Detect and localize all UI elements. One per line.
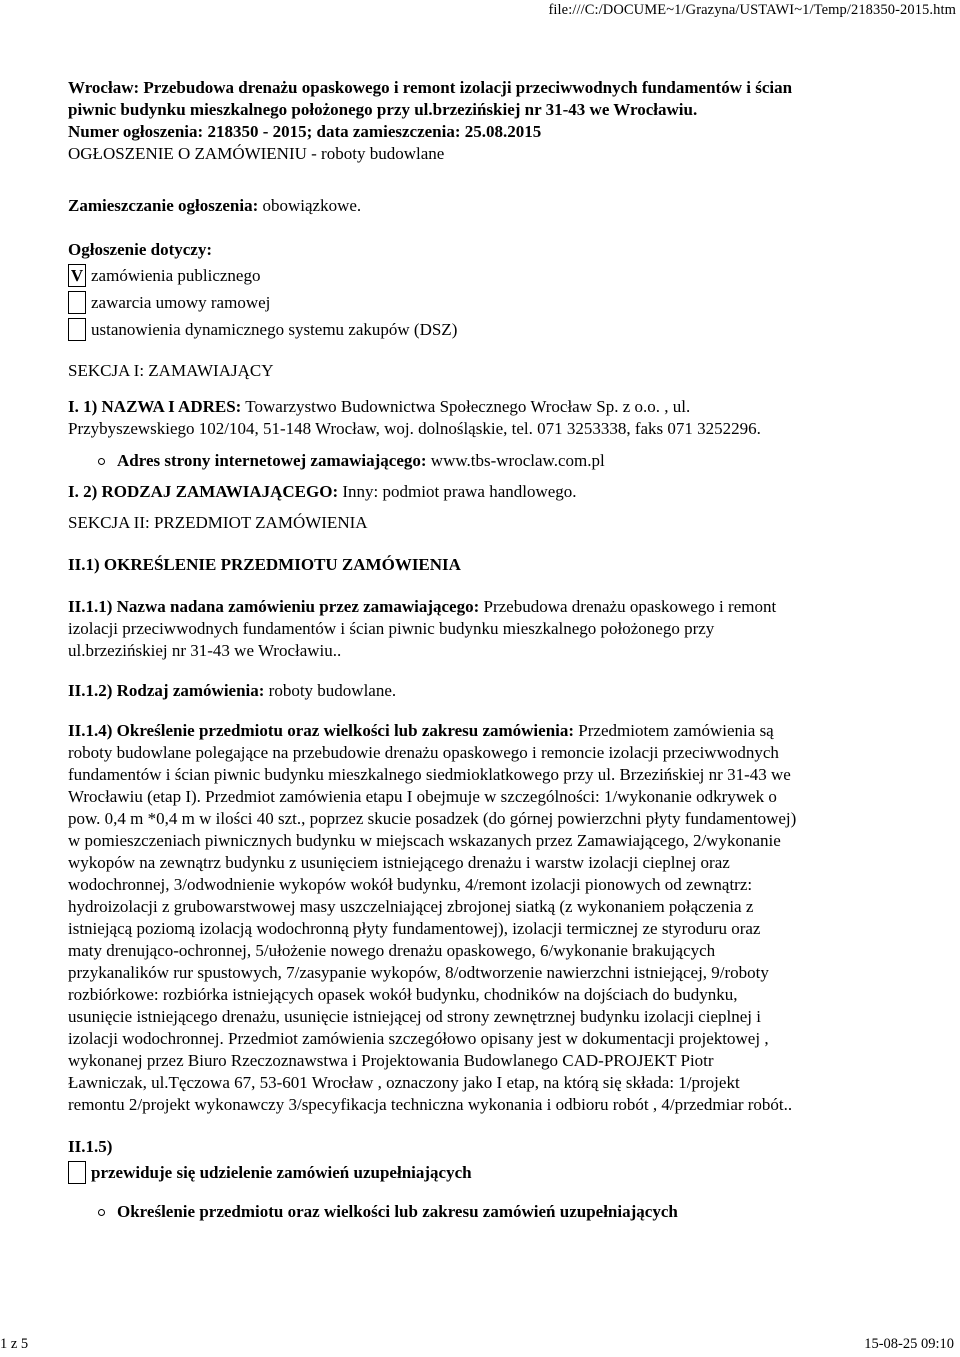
- item-114-line: wykonanej przez Biuro Rzeczoznawstwa i Projektowania Budowlanego CAD-PROJEKT Piotr: [68, 1051, 714, 1070]
- item-114-line: usunięcie istniejącego drenażu, usunięcie istniejącej od strony zewnętrznej budynku izolacji cieplnej i: [68, 1007, 761, 1026]
- authority-type: [68, 481, 888, 503]
- website-row: [98, 450, 888, 472]
- option-label: przewiduje się udzielenie zamówień uzupełniających: [91, 1162, 472, 1182]
- item-114-line: pow. 0,4 m *0,4 m w ilości 40 szt., poprzez skucie posadzek (do górnej powierzchni płyty fundamentowej): [68, 809, 797, 828]
- concerns-option-dsz[interactable]: [68, 317, 888, 342]
- section2-heading: SEKCJA II: PRZEDMIOT ZAMÓWIENIA: [68, 513, 368, 532]
- authority-type-value: Inny: podmiot prawa handlowego.: [342, 482, 577, 501]
- item-114-line: wodochronnej, 3/odwodnienie wykopów wokół budynku, 4/remont izolacji pionowych od zewnątrz:: [68, 875, 753, 894]
- item-115-option[interactable]: [68, 1160, 888, 1185]
- checkbox-empty[interactable]: [68, 1161, 86, 1184]
- notice-subtitle: OGŁOSZENIE O ZAMÓWIENIU - roboty budowlane: [68, 144, 445, 163]
- item-114-line: fundamentów i ścian piwnic budynku mieszkalnego siedmioklatkowego przy ul. Brzezińskiej nr 31-43 we: [68, 765, 791, 784]
- item-112-label: II.1.2) Rodzaj zamówienia:: [68, 681, 265, 700]
- notice-title-line1: Wrocław: Przebudowa drenażu opaskowego i remont izolacji przeciwwodnych fundamentów i ścian: [68, 78, 793, 97]
- section1-heading: SEKCJA I: ZAMAWIAJĄCY: [68, 361, 274, 380]
- item-111: II.1.1) Nazwa nadana zamówieniu przez zamawiającego: Przebudowa drenażu opaskowego i remont: [68, 597, 777, 616]
- item-114-line: hydroizolacji z grubowarstwowej masy uszczelniającej zbrojonej siatką (z wykonaniem połączenia z: [68, 897, 754, 916]
- option-label: zawarcia umowy ramowej: [91, 292, 271, 312]
- bullet-icon: [98, 458, 105, 465]
- print-datetime: 15-08-25 09:10: [864, 1336, 954, 1352]
- concerns-label: Ogłoszenie dotyczy:: [68, 240, 212, 259]
- bullet-icon: [98, 1209, 105, 1216]
- item-114-line: wykopów na zewnątrz budynku z usunięciem istniejącego drenażu i warstw izolacji cieplnej oraz: [68, 853, 730, 872]
- item-111-label: II.1.1) Nazwa nadana zamówieniu przez zamawiającego:: [68, 597, 480, 616]
- checkbox-empty[interactable]: [68, 291, 86, 314]
- contracting-authority-name: [68, 396, 888, 418]
- option-label: ustanowienia dynamicznego systemu zakupów (DSZ): [91, 319, 458, 339]
- name-value: Towarzystwo Budownictwa Społecznego Wrocław Sp. z o.o. , ul.: [245, 397, 691, 416]
- item-114-line: remontu 2/projekt wykonawczy 3/specyfikacja techniczna wykonania i odbioru robót , 4/przedmiar robót..: [68, 1095, 793, 1114]
- page-number: 1 z 5: [0, 1336, 29, 1352]
- contracting-authority-address: Przybyszewskiego 102/104, 51-148 Wrocław, woj. dolnośląskie, tel. 071 3253338, faks 071 3252296.: [68, 419, 761, 438]
- website-label: Adres strony internetowej zamawiającego:: [117, 451, 427, 470]
- publication-line: [68, 195, 888, 217]
- item-114-line: maty drenująco-ochronnej, 5/ułożenie nowego drenażu opaskowego, 6/wykonanie brakujących: [68, 941, 716, 960]
- item-114: II.1.4) Określenie przedmiotu oraz wielkości lub zakresu zamówienia: Przedmiotem zamówienia są: [68, 721, 774, 740]
- checkbox-checked[interactable]: V: [68, 264, 86, 287]
- item-114-line: Ławniczak, ul.Tęczowa 67, 53-601 Wrocław , oznaczony jako I etap, na którą się składa: 1/projekt: [68, 1073, 740, 1092]
- item-114-label: II.1.4) Określenie przedmiotu oraz wielkości lub zakresu zamówienia:: [68, 721, 575, 740]
- concerns-option-framework[interactable]: [68, 290, 888, 315]
- item-114-line: izolacji wodochronnej. Przedmiot zamówienia szczegółowo opisany jest w dokumentacji projektowej ,: [68, 1029, 769, 1048]
- item-111-line2: izolacji przeciwwodnych fundamentów i ścian piwnic budynku mieszkalnego położonego przy: [68, 619, 715, 638]
- notice-title-line2: piwnic budynku mieszkalnego położonego przy ul.brzezińskiej nr 31-43 we Wrocławiu.: [68, 100, 698, 119]
- item-112-value: roboty budowlane.: [268, 681, 397, 700]
- item-114-line: istniejącą poziomą izolacją wodochronną płyty fundamentowej), izolacji termicznej ze styroduru oraz: [68, 919, 761, 938]
- website-value[interactable]: www.tbs-wroclaw.com.pl: [430, 451, 605, 470]
- checkbox-empty[interactable]: [68, 318, 86, 341]
- item-114-line: roboty budowlane polegające na przebudowie drenażu opaskowego i remoncie izolacji przeciwwodnych: [68, 743, 779, 762]
- option-label: zamówienia publicznego: [91, 265, 261, 285]
- item-114-line: w pomieszczeniach piwnicznych budynku w miejscach wskazanych przez Zamawiającego, 2/wykonanie: [68, 831, 781, 850]
- item-114-line: przykanalików rur spustowych, 7/zasypanie wykopów, 8/odtworzenie nawierzchni istniejącej, 9/roboty: [68, 963, 769, 982]
- supplementary-scope-label: Określenie przedmiotu oraz wielkości lub zakresu zamówień uzupełniających: [117, 1202, 678, 1221]
- notice-number: Numer ogłoszenia: 218350 - 2015; data zamieszczenia: 25.08.2015: [68, 122, 542, 141]
- item-111-line3: ul.brzezińskiej nr 31-43 we Wrocławiu..: [68, 641, 342, 660]
- name-label: I. 1) NAZWA I ADRES:: [68, 397, 242, 416]
- concerns-option-public[interactable]: [68, 263, 888, 288]
- section2-subheading: II.1) OKREŚLENIE PRZEDMIOTU ZAMÓWIENIA: [68, 555, 461, 574]
- publication-value: obowiązkowe.: [262, 196, 362, 215]
- item-114-line: rozbiórkowe: rozbiórka istniejących opasek wokół budynku, chodników na dojściach do budynku,: [68, 985, 738, 1004]
- authority-type-label: I. 2) RODZAJ ZAMAWIAJĄCEGO:: [68, 482, 339, 501]
- notice-content: [68, 77, 888, 1223]
- supplementary-scope-row: [98, 1201, 888, 1223]
- item-114-line: Wrocławiu (etap I). Przedmiot zamówienia etapu I obejmuje w szczególności: 1/wykonanie odkrywek o: [68, 787, 777, 806]
- print-url: file:///C:/DOCUME~1/Grazyna/USTAWI~1/Temp/218350-2015.htm: [548, 2, 956, 18]
- item-112: [68, 680, 888, 702]
- publication-label: Zamieszczanie ogłoszenia:: [68, 196, 259, 215]
- item-115-label: II.1.5): [68, 1137, 113, 1156]
